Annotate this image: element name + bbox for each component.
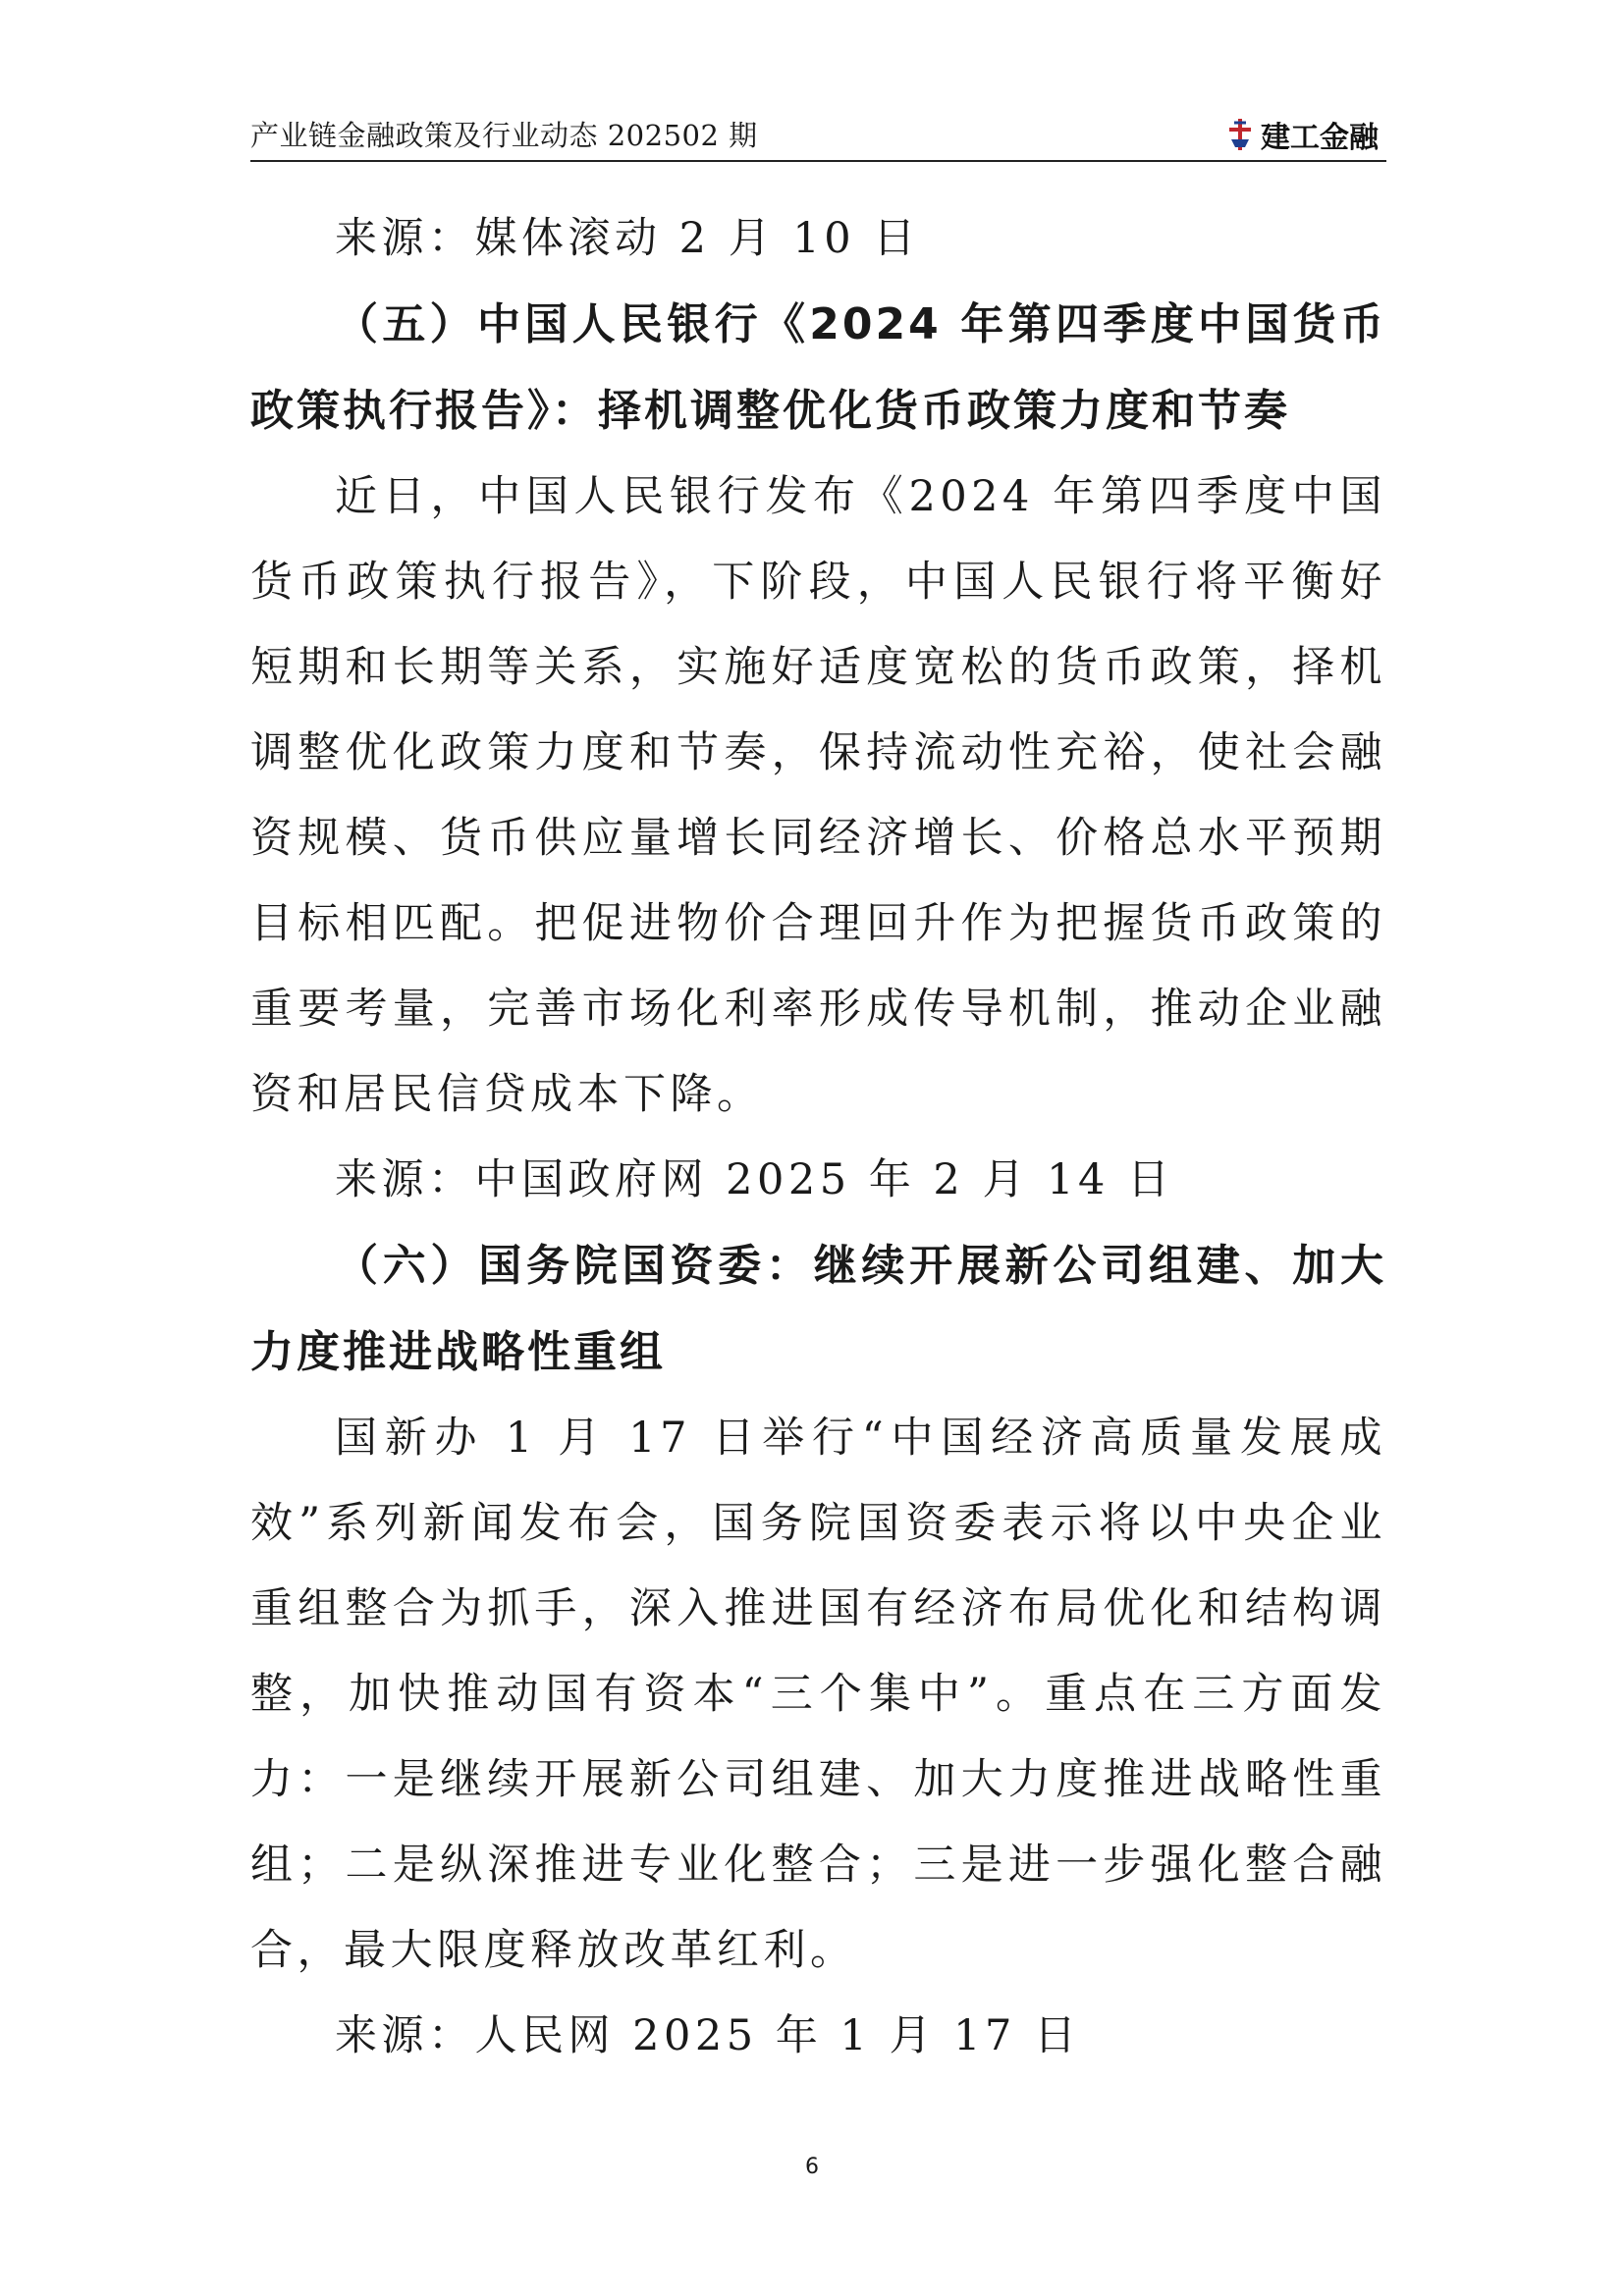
source-line: 来源：人民网 2025 年 1 月 17 日	[335, 2011, 1081, 2060]
document-body	[250, 196, 1386, 2079]
brand-logo-icon	[1225, 118, 1255, 151]
source-line: 来源：媒体滚动 2 月 10 日	[335, 214, 920, 263]
header-title: 产业链金融政策及行业动态 202502 期	[250, 119, 758, 152]
brand	[1225, 113, 1379, 156]
section-heading: （六）国务院国资委：继续开展新公司组建、加大力度推进战略性重组	[250, 1241, 1386, 1377]
page-number: 6	[805, 2155, 819, 2179]
section-heading: （五）中国人民银行《2024 年第四季度中国货币政策执行报告》：择机调整优化货币政策力度和节奏	[250, 299, 1386, 436]
body-paragraph: 国新办 1 月 17 日举行“中国经济高质量发展成效”系列新闻发布会，国务院国资委表示将以中央企业重组整合为抓手，深入推进国有经济布局优化和结构调整，加快推动国有资本“三个集中”。重点在三方面发力：一是继续开展新公司组建、加大力度推进战略性重组；二是纵深推进专业化整合；三是进一步强化整合融合，最大限度释放改革红利。	[250, 1414, 1386, 1975]
body-paragraph: 近日，中国人民银行发布《2024 年第四季度中国货币政策执行报告》，下阶段，中国人民银行将平衡好短期和长期等关系，实施好适度宽松的货币政策，择机调整优化政策力度和节奏，保持流动性充裕，使社会融资规模、货币供应量增长同经济增长、价格总水平预期目标相匹配。把促进物价合理回升作为把握货币政策的重要考量，完善市场化利率形成传导机制，推动企业融资和居民信贷成本下降。	[250, 472, 1386, 1119]
source-line: 来源：中国政府网 2025 年 2 月 14 日	[335, 1155, 1174, 1204]
brand-name: 建工金融	[1261, 121, 1379, 155]
page-header	[250, 113, 1386, 162]
